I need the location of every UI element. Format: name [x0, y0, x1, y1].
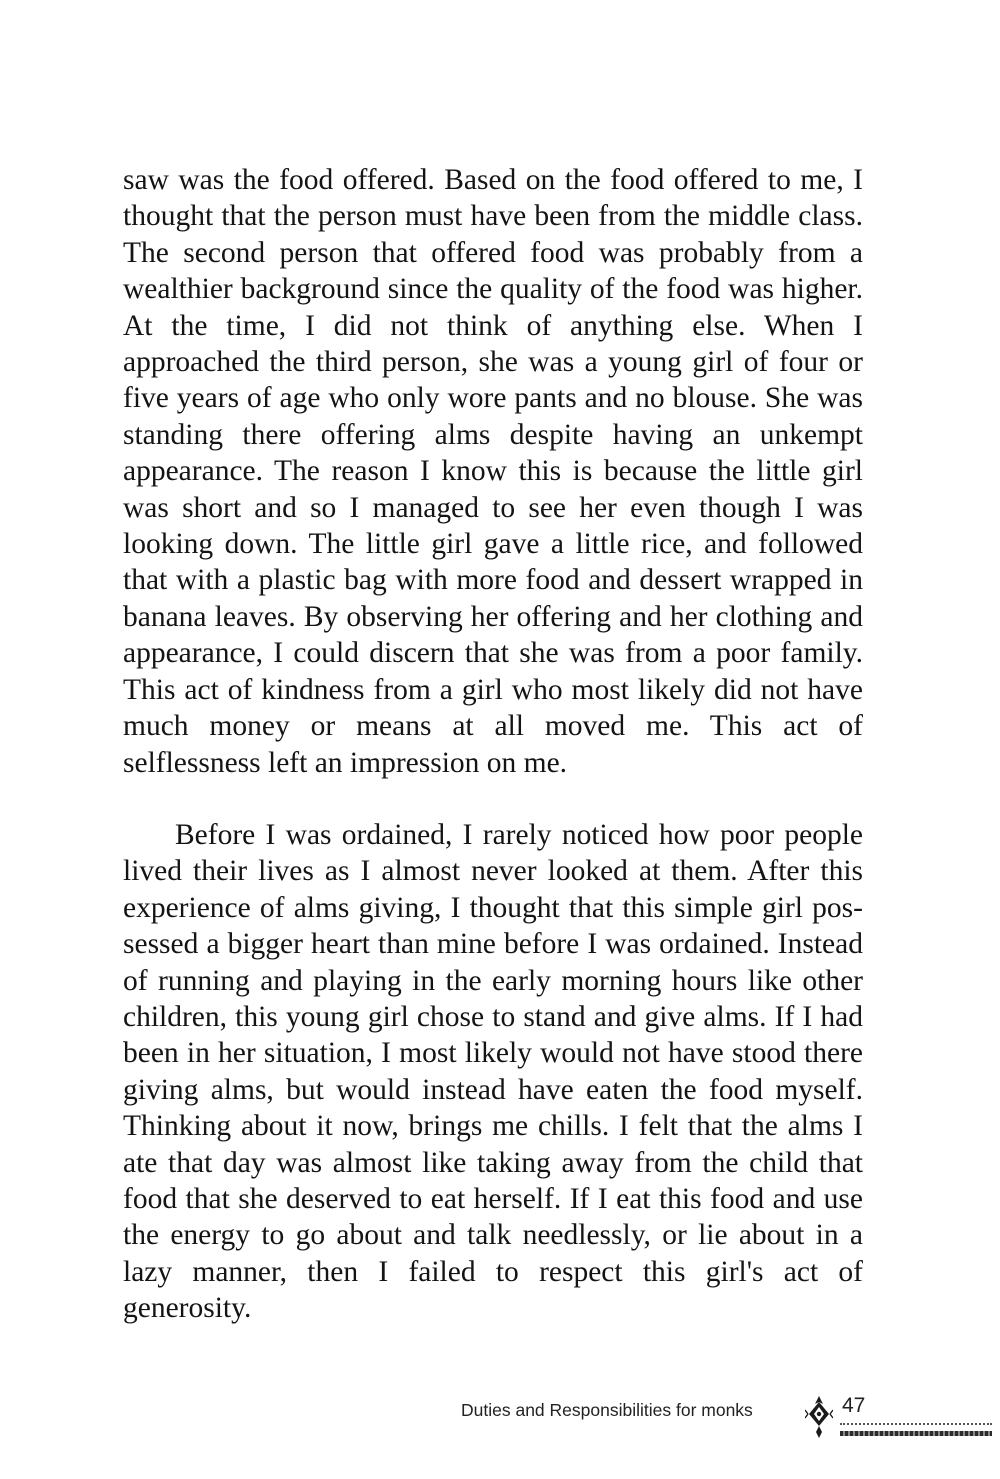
page-number: 47 [842, 1394, 866, 1417]
paragraph-1: saw was the food offered. Based on the food offered to me, I thought that the person must have been from the middle class. The second person that offered food was probably from a wealthier background since the quality of the food was higher. At the time, I did not think of anything else. When I approached the third person, she was a young girl of four or five years of age who only wore pants and no blouse. She was standing there offering alms despite having an unkempt appearance. The reason I know this is because the little girl was short and so I managed to see her even though I was looking down. The little girl gave a little rice, and followed that with a plastic bag with more food and dessert wrapped in banana leaves. By observing her offering and her clothing and appearance, I could discern that she was from a poor family. This act of kindness from a girl who most likely did not have much money or means at all moved me. This act of selflessness left an impression on me. [123, 164, 863, 779]
lotus-ornament-icon [805, 1394, 833, 1440]
paragraph-2: Before I was ordained, I rarely noticed how poor people lived their lives as I almost never looked at them. After this experience of alms giving, I thought that this simple girl possessed a bigger heart than mine before I was ordained. Instead of running and playing in the early morning hours like other children, this young girl chose to stand and give alms. If I had been in her situation, I most likely would not have stood there giving alms, but would instead have eaten the food myself. Thinking about it now, brings me chills. I felt that the alms I ate that day was almost like taking away from the child that food that she deserved to eat herself. If I eat this food and use the energy to go about and talk needlessly, or lie about in a lazy manner, then I failed to respect this girl's act of generosity. [123, 818, 863, 1325]
page-footer [0, 1390, 1000, 1470]
footer-dotted-rule [840, 1423, 992, 1425]
footer-decorative-band [840, 1431, 992, 1436]
running-title: Duties and Responsibilities for monks [461, 1400, 753, 1420]
body-text [123, 162, 863, 1327]
